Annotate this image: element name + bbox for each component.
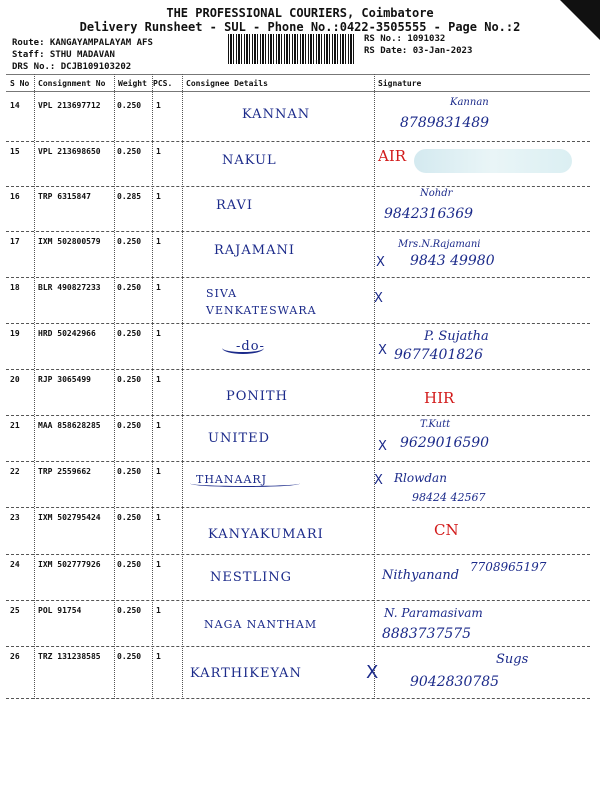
weight-value: 0.250	[117, 237, 142, 246]
weight-value: 0.250	[117, 467, 142, 476]
pcs-value: 1	[156, 467, 161, 476]
consignee-name: NAGA NANTHAM	[204, 618, 318, 631]
table-row	[0, 369, 600, 415]
table-bottom-rule	[6, 698, 590, 699]
table-row	[0, 461, 600, 507]
table-row	[0, 186, 600, 231]
table-row	[0, 415, 600, 461]
status-remark: AIR	[378, 147, 407, 165]
signature-mark: Rlowdan	[394, 471, 447, 485]
column-header-weight: Weight	[118, 79, 147, 88]
consignee-name: SIVA	[206, 287, 238, 300]
consignee-name: KARTHIKEYAN	[190, 666, 302, 681]
table-header-rule	[6, 91, 590, 92]
consignee-name: RAJAMANI	[214, 243, 295, 258]
serial-number: 16	[10, 192, 20, 201]
signature-mark: T.Kutt	[420, 419, 451, 430]
status-remark: HIR	[424, 389, 455, 407]
column-header-pcs: PCS.	[153, 79, 173, 88]
weight-value: 0.250	[117, 652, 142, 661]
consignment-number: HRD 50242966	[38, 329, 96, 338]
consignment-number: TRP 2559662	[38, 467, 91, 476]
consignee-name: KANNAN	[242, 107, 311, 122]
serial-number: 17	[10, 237, 20, 246]
consignment-number: IXM 502777926	[38, 560, 101, 569]
serial-number: 20	[10, 375, 20, 384]
signature-phone: 8789831489	[400, 115, 490, 131]
table-row	[0, 231, 600, 277]
column-header-sno: S No	[10, 79, 30, 88]
cross-mark: X	[378, 439, 387, 454]
pcs-value: 1	[156, 101, 161, 110]
signature-mark: Nithyanand	[382, 568, 460, 583]
consignee-name: THANAARJ	[196, 473, 268, 486]
serial-number: 22	[10, 467, 20, 476]
serial-number: 15	[10, 147, 20, 156]
pcs-value: 1	[156, 192, 161, 201]
column-header-signature: Signature	[378, 79, 422, 88]
weight-value: 0.250	[117, 283, 142, 292]
signature-mark: Nohdr	[420, 188, 453, 199]
consignment-number: MAA 858628285	[38, 421, 101, 430]
signature-phone: 9842316369	[384, 206, 474, 222]
column-header-consignment: Consignment No	[38, 79, 106, 88]
consignment-number: VPL 213698650	[38, 147, 101, 156]
cross-mark: X	[376, 255, 385, 270]
table-row	[0, 277, 600, 323]
consignment-number: VPL 213697712	[38, 101, 101, 110]
barcode	[228, 34, 354, 64]
table-row	[0, 554, 600, 600]
consignee-name: NESTLING	[210, 570, 292, 585]
pcs-value: 1	[156, 329, 161, 338]
pcs-value: 1	[156, 652, 161, 661]
cross-mark: X	[366, 662, 379, 683]
serial-number: 26	[10, 652, 20, 661]
consignment-number: TRP 6315847	[38, 192, 91, 201]
page-title: THE PROFESSIONAL COURIERS, Coimbatore	[166, 6, 434, 20]
consignee-name: NAKUL	[222, 153, 277, 168]
signature-mark: Sugs	[496, 652, 529, 667]
consignment-number: RJP 3065499	[38, 375, 91, 384]
table-row	[0, 507, 600, 554]
pcs-value: 1	[156, 421, 161, 430]
signature-phone: 98424 42567	[412, 491, 486, 504]
consignment-number: BLR 490827233	[38, 283, 101, 292]
pcs-value: 1	[156, 147, 161, 156]
cross-mark: X	[378, 343, 387, 358]
drs-number: DRS No.: DCJB109103202	[12, 62, 132, 72]
table-row	[0, 646, 600, 698]
weight-value: 0.250	[117, 375, 142, 384]
pcs-value: 1	[156, 513, 161, 522]
consignment-number: IXM 502795424	[38, 513, 101, 522]
weight-value: 0.285	[117, 192, 142, 201]
staff-text: Staff: STHU MADAVAN	[12, 50, 115, 60]
weight-value: 0.250	[117, 606, 142, 615]
table-row	[0, 323, 600, 369]
signature-phone: 9042830785	[410, 674, 500, 690]
column-header-consignee: Consignee Details	[186, 79, 268, 88]
table-row	[0, 95, 600, 141]
consignee-name: UNITED	[208, 431, 271, 446]
redacted-area	[414, 149, 572, 173]
signature-mark: Mrs.N.Rajamani	[398, 239, 481, 250]
serial-number: 21	[10, 421, 20, 430]
table-top-rule	[6, 74, 590, 75]
consignee-name: RAVI	[216, 198, 254, 213]
route-text: Route: KANGAYAMPALAYAM AFS	[12, 38, 153, 48]
serial-number: 24	[10, 560, 20, 569]
consignment-number: TRZ 131238585	[38, 652, 101, 661]
consignment-number: IXM 502800579	[38, 237, 101, 246]
status-remark: CN	[434, 521, 459, 539]
table-row	[0, 600, 600, 646]
signature-phone: 9843 49980	[410, 253, 495, 269]
cross-mark: X	[374, 473, 383, 488]
weight-value: 0.250	[117, 329, 142, 338]
serial-number: 14	[10, 101, 20, 110]
consignee-name: PONITH	[226, 389, 288, 404]
ditto-scribble	[222, 342, 264, 354]
weight-value: 0.250	[117, 101, 142, 110]
signature-mark: Kannan	[450, 97, 489, 108]
signature-mark: P. Sujatha	[424, 329, 489, 344]
signature-phone: 9677401826	[394, 347, 484, 363]
weight-value: 0.250	[117, 560, 142, 569]
cross-mark: X	[374, 291, 383, 306]
serial-number: 19	[10, 329, 20, 338]
pcs-value: 1	[156, 560, 161, 569]
underline-scribble	[190, 480, 300, 487]
page-subtitle: Delivery Runsheet - SUL - Phone No.:0422-3505555 - Page No.:2	[79, 20, 521, 34]
signature-phone: 7708965197	[470, 560, 547, 574]
consignee-name-line2: VENKATESWARA	[206, 304, 317, 317]
serial-number: 23	[10, 513, 20, 522]
signature-mark: N. Paramasivam	[384, 606, 483, 620]
pcs-value: 1	[156, 375, 161, 384]
pcs-value: 1	[156, 237, 161, 246]
pcs-value: 1	[156, 606, 161, 615]
consignee-name: KANYAKUMARI	[208, 527, 324, 542]
serial-number: 18	[10, 283, 20, 292]
serial-number: 25	[10, 606, 20, 615]
consignment-number: POL 91754	[38, 606, 82, 615]
weight-value: 0.250	[117, 513, 142, 522]
consignee-name: -do-	[236, 339, 265, 354]
weight-value: 0.250	[117, 421, 142, 430]
rs-number: RS No.: 1091032	[364, 34, 446, 44]
pcs-value: 1	[156, 283, 161, 292]
signature-phone: 8883737575	[382, 626, 472, 642]
signature-phone: 9629016590	[400, 435, 490, 451]
rs-date: RS Date: 03-Jan-2023	[364, 46, 473, 56]
weight-value: 0.250	[117, 147, 142, 156]
